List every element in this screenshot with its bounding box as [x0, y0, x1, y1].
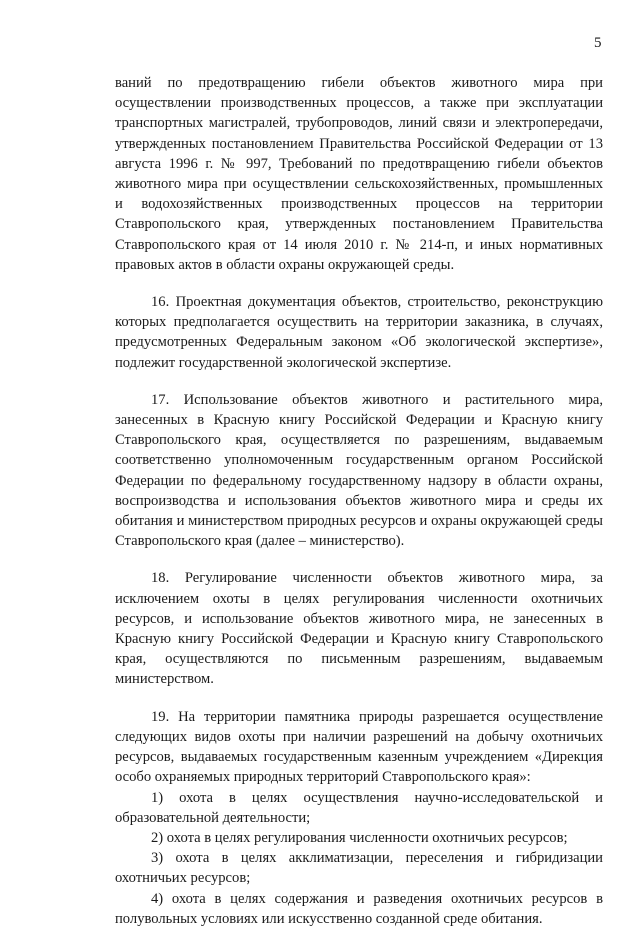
- paragraph-19: 19. На территории памятника природы разрешается осуществление следующих видов охоты при наличии разрешений на добычу охотничьих ресурсов, выдаваемых государственным казенным учреждением «Дирекция особо охраняемых природных территорий Ставропольского края»:: [115, 708, 603, 786]
- paragraph-16: 16. Проектная документация объектов, строительство, реконструкцию которых предполагается осуществить на территории заказника, в случаях, предусмотренных Федеральным законом «Об экологической экспертизе», подлежит государственной экологической экспертизе.: [115, 294, 603, 371]
- paragraph-18: 18. Регулирование численности объектов животного мира, за исключением охоты в целях регулирования численности охотничьих ресурсов, и использование объектов животного мира, не занесенных в Красную книгу Российской Федерации и Красную книгу Ставропольского края, осуществляются по письменным разрешениям, выдаваемым министерством.: [115, 570, 603, 688]
- paragraph-continuation: ваний по предотвращению гибели объектов животного мира при осуществлении производственных процессов, а также при эксплуатации транспортных магистралей, трубопроводов, линий связи и электропередачи, утвержденных постановлением Правительства Российской Федерации от 13 августа 1996 г. № 997, Требований по предотвращению гибели объектов животного мира при осуществлении сельскохозяйственных, промышленных и водохозяйственных производственных процессов на территории Ставропольского края, утвержденных постановлением Правительства Ставропольского края от 14 июля 2010 г. № 214-п, и иных нормативных правовых актов в области охраны окружающей среды.: [115, 75, 603, 273]
- paragraph-17: 17. Использование объектов животного и растительного мира, занесенных в Красную книгу Российской Федерации и Красную книгу Ставропольского края, осуществляется по разрешениям, выдаваемым соответственно уполномоченным государственным органом Российской Федерации по федеральному государственному надзору в области охраны, воспроизводства и использования объектов животного мира и среды их обитания и министерством природных ресурсов и охраны окружающей среды Ставропольского края (далее – министерство).: [115, 391, 603, 550]
- list-item-1: 1) охота в целях осуществления научно-исследовательской и образовательной деятельности;: [115, 789, 603, 826]
- list-item-4: 4) охота в целях содержания и разведения охотничьих ресурсов в полувольных условиях или искусственно созданной среде обитания.: [115, 890, 603, 927]
- document-body: [115, 73, 603, 929]
- list-item-3: 3) охота в целях акклиматизации, переселения и гибридизации охотничьих ресурсов;: [115, 850, 603, 887]
- page-number: 5: [594, 35, 602, 51]
- list-item-2: 2) охота в целях регулирования численности охотничьих ресурсов;: [151, 829, 568, 846]
